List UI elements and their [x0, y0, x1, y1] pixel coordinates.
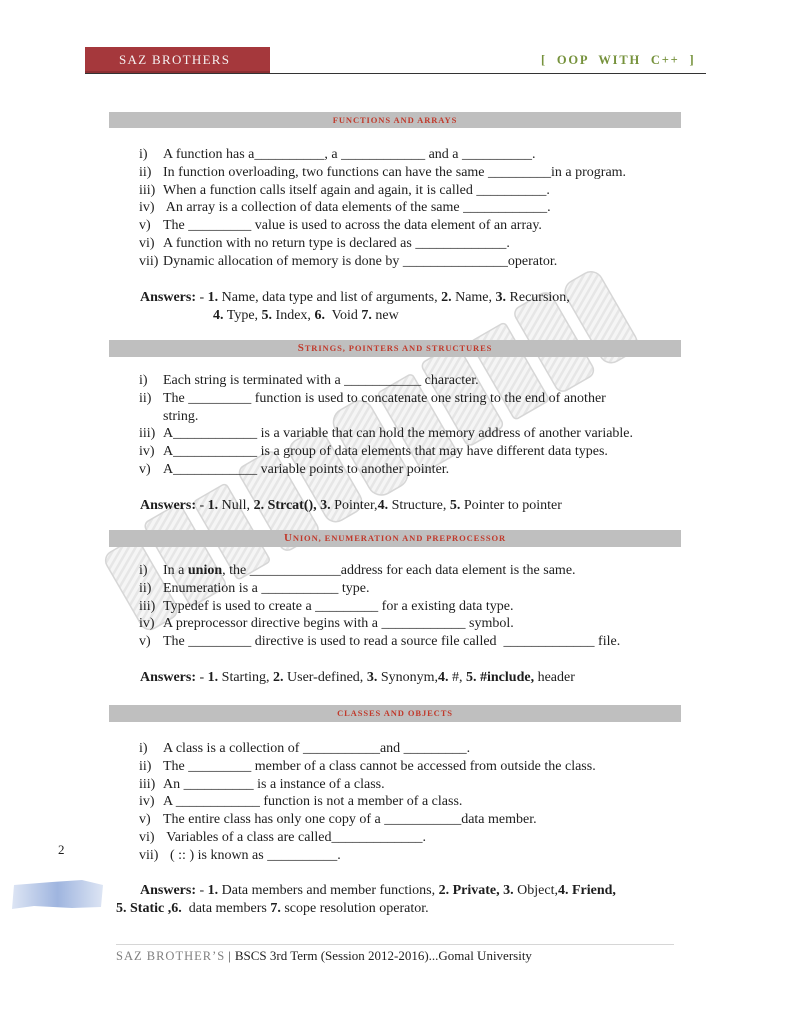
question-item [139, 443, 633, 461]
question-text: A function with no return type is declared as _____________. [163, 235, 510, 251]
answer-text-run: new [371, 308, 399, 323]
answer-text-run: - [196, 670, 208, 685]
answer-bold-run: Answers: [140, 290, 196, 305]
answer-bold-run: 2. [273, 670, 284, 685]
question-text: Enumeration is a ___________ type. [163, 580, 370, 596]
answer-bold-run: 6. [314, 308, 325, 323]
text-run: In a [163, 563, 188, 578]
question-item [139, 372, 633, 390]
answer-bold-run: 4. [438, 670, 449, 685]
answer-text-run: Name, [451, 290, 496, 305]
answer-bold-run: Answers: [140, 883, 196, 898]
question-text: Each string is terminated with a ___________ character. [163, 373, 479, 388]
answer-text-run: Object, [513, 883, 558, 898]
answer-text-run: - [196, 290, 208, 305]
question-text: A ____________ function is not a member of a class. [163, 794, 463, 810]
question-item [139, 217, 626, 235]
question-item [139, 598, 620, 616]
question-text: A____________ variable points to another pointer. [163, 461, 450, 477]
question-text: The _________ member of a class cannot be accessed from outside the class. [163, 758, 596, 774]
question-item [139, 199, 626, 217]
question-text: In function overloading, two functions can have the same _________in a program. [163, 164, 627, 180]
section-heading-bar [109, 340, 681, 357]
question-list [139, 562, 620, 651]
question-text: The entire class has only one copy of a ___________data member. [163, 812, 537, 828]
question-number: vi) [139, 829, 155, 845]
section-title: FUNCTIONS AND ARRAYS [332, 115, 458, 125]
answer-text-run: - [196, 883, 208, 898]
question-number: v) [139, 634, 151, 650]
question-text: The _________ directive is used to read a source file called _____________ file. [163, 634, 621, 650]
question-item [139, 811, 596, 829]
question-text: A____________ is a group of data elements that may have different data types. [163, 444, 608, 460]
answers-block [140, 497, 562, 515]
question-text: Dynamic allocation of memory is done by _______________operator. [163, 253, 558, 269]
answer-bold-run: 1. [207, 883, 219, 898]
question-text: ( :: ) is known as __________. [163, 847, 341, 863]
page-number: 2 [58, 842, 65, 857]
answer-text-run: Recursion, [506, 290, 570, 305]
answer-bold-run: 4. Friend, [557, 883, 616, 898]
footer-separator: | [228, 948, 231, 963]
question-number: iii) [139, 182, 156, 198]
answer-bold-run: 5. [261, 308, 273, 323]
answers-block [116, 882, 616, 918]
question-number: i) [139, 563, 148, 578]
question-number: iv) [139, 616, 155, 632]
question-number: vii) [139, 253, 159, 269]
question-number: i) [139, 147, 148, 162]
answer-text-run: Name, data type and list of arguments, [218, 290, 442, 305]
answer-bold-run: 3. [495, 290, 507, 305]
header-brand: SAZ BROTHERS [119, 52, 231, 67]
question-text: A preprocessor directive begins with a ____________ symbol. [163, 616, 514, 632]
section-title: UNION, ENUMERATION AND PREPROCESSOR [283, 532, 507, 544]
answer-bold-run: 4. [377, 498, 389, 513]
question-item [139, 615, 620, 633]
answer-text-run: Index, [272, 308, 315, 323]
question-item [139, 847, 596, 865]
question-number: ii) [139, 164, 152, 180]
question-number: iii) [139, 776, 156, 792]
question-number: vii) [139, 847, 159, 863]
question-number: i) [139, 741, 148, 756]
answer-bold-run: 2. Private, 3. [438, 883, 514, 898]
question-text: Typedef is used to create a _________ for a existing data type. [163, 598, 514, 614]
section-heading-bar [109, 705, 681, 722]
question-number: iii) [139, 598, 156, 614]
answer-bold-run: 5. Static ,6. [116, 901, 182, 916]
answer-text-run: Data members and member functions, [218, 883, 439, 898]
question-list [139, 372, 633, 479]
question-number: i) [139, 373, 148, 388]
question-text: The _________ value is used to across the data element of an array. [163, 218, 542, 234]
question-text [163, 563, 576, 578]
footer-brand: SAZ BROTHER’S [116, 949, 226, 963]
bold-term: union [187, 563, 223, 578]
question-item [139, 580, 620, 598]
answers-line [140, 289, 570, 307]
answer-bold-run: 1. [207, 498, 219, 513]
question-number: v) [139, 218, 151, 234]
question-text: An __________ is a instance of a class. [163, 776, 385, 792]
question-item [139, 182, 626, 200]
question-item [139, 740, 596, 758]
question-number: ii) [139, 390, 152, 406]
answer-bold-run: 7. [270, 901, 281, 916]
footer-rule [116, 944, 674, 945]
answer-bold-run: 3. [366, 670, 378, 685]
question-number: ii) [139, 758, 152, 774]
question-item [139, 146, 626, 164]
answer-bold-run: 7. [361, 308, 372, 323]
answer-bold-run: 2. Strcat(), 3. [253, 498, 331, 513]
answer-text-run: data members [181, 901, 271, 916]
question-text: Variables of a class are called_____________. [163, 829, 426, 845]
question-text: A function has a__________, a ____________ and a __________. [163, 147, 536, 162]
footer [116, 947, 532, 965]
question-item [139, 164, 626, 182]
answers-line [116, 900, 616, 918]
question-text: A class is a collection of ___________and _________. [163, 741, 471, 756]
question-list [139, 146, 626, 271]
answer-text-run: Void [324, 308, 362, 323]
answer-text-run: Starting, [218, 670, 274, 685]
question-item [139, 793, 596, 811]
answer-text-run: Pointer, [330, 498, 378, 513]
header-brand-box [85, 47, 270, 73]
answer-text-run: Type, [223, 308, 262, 323]
question-item [139, 776, 596, 794]
answer-text-run: Pointer to pointer [460, 498, 562, 513]
answer-bold-run: 2. [441, 290, 452, 305]
footer-text: BSCS 3rd Term (Session 2012-2016)...Gomal University [234, 948, 532, 963]
section-title: STRINGS, POINTERS AND STRUCTURES [297, 342, 493, 354]
answers-block [140, 669, 575, 687]
text-run: , the _____________address for each data element is the same. [222, 563, 576, 578]
question-item [139, 562, 620, 580]
question-number: iv) [139, 794, 155, 810]
question-item [139, 235, 626, 253]
answers-line [213, 307, 570, 325]
question-item [139, 829, 596, 847]
question-text: A____________ is a variable that can hold the memory address of another variable. [163, 426, 634, 442]
question-item [139, 461, 633, 479]
question-number: iv) [139, 200, 155, 216]
question-item [139, 425, 633, 443]
answers-line [140, 669, 575, 687]
question-item [139, 390, 633, 426]
answer-text-run: Null, [218, 498, 254, 513]
answer-bold-run: 5. #include, [466, 670, 535, 685]
section-title: CLASSES AND OBJECTS [337, 708, 453, 718]
answer-text-run: scope resolution operator. [280, 901, 429, 916]
question-number: iv) [139, 444, 155, 460]
answer-bold-run: 5. [449, 498, 461, 513]
header-course-title: [ OOP WITH C++ ] [541, 53, 696, 67]
answer-text-run: Structure, [388, 498, 450, 513]
question-number: vi) [139, 235, 155, 251]
answer-bold-run: Answers: [140, 670, 196, 685]
question-item [139, 633, 620, 651]
question-number: v) [139, 461, 151, 477]
answer-bold-run: 4. [213, 308, 224, 323]
question-number: v) [139, 812, 151, 828]
question-item [139, 758, 596, 776]
answer-text-run: - [196, 498, 208, 513]
question-number: ii) [139, 580, 152, 596]
section-heading-bar [109, 112, 681, 128]
header-rule [85, 73, 706, 74]
question-item [139, 253, 626, 271]
answer-bold-run: 1. [207, 290, 219, 305]
section-heading-bar [109, 530, 681, 547]
answer-text-run: Synonym, [377, 670, 438, 685]
answer-bold-run: Answers: [140, 498, 196, 513]
answer-text-run: User-defined, [283, 670, 367, 685]
answers-line [140, 497, 562, 515]
question-number: iii) [139, 426, 156, 442]
answer-bold-run: 1. [207, 670, 219, 685]
answers-block [140, 289, 570, 325]
question-text: An array is a collection of data elements of the same ____________. [163, 200, 551, 216]
ribbon-graphic [12, 880, 105, 910]
question-text: When a function calls itself again and again, it is called __________. [163, 182, 550, 198]
answers-line [140, 882, 616, 900]
answer-text-run: header [534, 670, 575, 685]
question-text: The _________ function is used to concatenate one string to the end of another string. [163, 390, 606, 424]
question-list [139, 740, 596, 865]
answer-text-run: #, [448, 670, 466, 685]
